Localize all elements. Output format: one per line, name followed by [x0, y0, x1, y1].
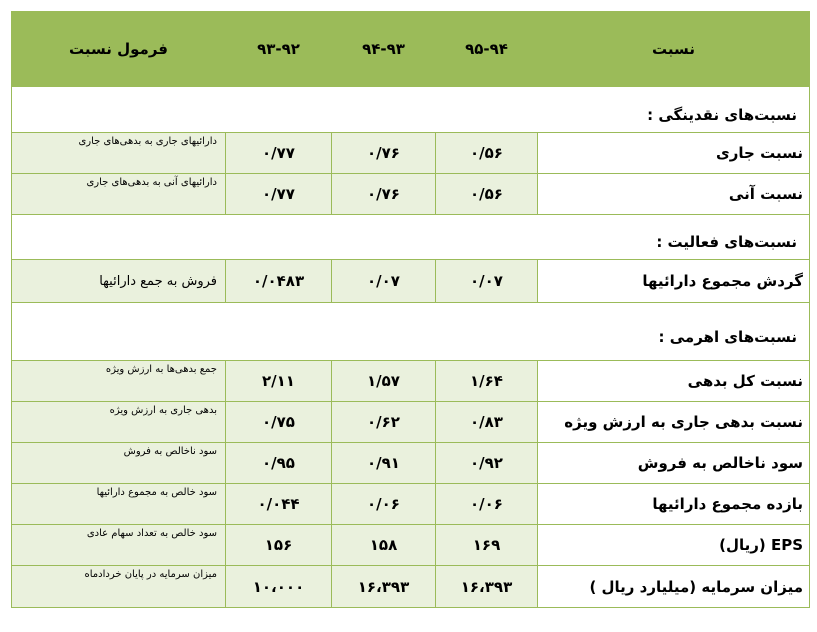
- table-row-total-debt: [12, 361, 810, 402]
- value-year-95-94: ۰/۸۳: [436, 402, 538, 443]
- ratio-formula: سود خالص به تعداد سهام عادی: [12, 525, 226, 566]
- value-year-93-92: ۱۵۶: [226, 525, 332, 566]
- value-year-94-93: ۰/۰۶: [332, 484, 436, 525]
- ratios-table-container: [11, 11, 809, 623]
- header-row: [12, 12, 810, 87]
- ratio-name: سود ناخالص به فروش: [538, 443, 810, 484]
- value-year-93-92: ۲/۱۱: [226, 361, 332, 402]
- value-year-93-92: ۰/۷۷: [226, 133, 332, 174]
- table-row-capital: [12, 566, 810, 608]
- ratio-formula: سود خالص به مجموع دارائیها: [12, 484, 226, 525]
- ratio-name: میزان سرمایه (میلیارد ریال ): [538, 566, 810, 608]
- value-year-93-92: ۰/۷۵: [226, 402, 332, 443]
- value-year-95-94: ۰/۵۶: [436, 133, 538, 174]
- header-year-93-92: ۹۳-۹۲: [226, 12, 332, 87]
- value-year-94-93: ۰/۰۷: [332, 260, 436, 303]
- value-year-95-94: ۰/۹۲: [436, 443, 538, 484]
- value-year-94-93: ۱/۵۷: [332, 361, 436, 402]
- table-row-quick-ratio: [12, 174, 810, 215]
- ratio-name: بازده مجموع دارائیها: [538, 484, 810, 525]
- value-year-95-94: ۰/۰۷: [436, 260, 538, 303]
- value-year-94-93: ۰/۶۲: [332, 402, 436, 443]
- ratio-formula: دارائیهای آنی به بدهی‌های جاری: [12, 174, 226, 215]
- section-title-leverage: نسبت‌های اهرمی :: [12, 303, 810, 361]
- ratio-name: نسبت بدهی جاری به ارزش ویژه: [538, 402, 810, 443]
- ratio-formula: سود ناخالص به فروش: [12, 443, 226, 484]
- ratio-formula: جمع بدهی‌ها به ارزش ویژه: [12, 361, 226, 402]
- value-year-94-93: ۰/۷۶: [332, 133, 436, 174]
- section-row-activity: [12, 215, 810, 260]
- header-ratio-name: نسبت: [538, 12, 810, 87]
- value-year-94-93: ۰/۹۱: [332, 443, 436, 484]
- ratio-name: نسبت آنی: [538, 174, 810, 215]
- value-year-93-92: ۰/۹۵: [226, 443, 332, 484]
- ratio-name: نسبت کل بدهی: [538, 361, 810, 402]
- table-row-current-ratio: [12, 133, 810, 174]
- value-year-93-92: ۰/۰۴۴: [226, 484, 332, 525]
- section-title-activity: نسبت‌های فعالیت :: [12, 215, 810, 260]
- table-row-asset-turnover: [12, 260, 810, 303]
- ratio-formula: بدهی جاری به ارزش ویژه: [12, 402, 226, 443]
- header-formula: فرمول نسبت: [12, 12, 226, 87]
- table-row-gross-margin: [12, 443, 810, 484]
- ratio-name: EPS (ریال): [538, 525, 810, 566]
- ratio-formula: فروش به جمع دارائیها: [12, 260, 226, 303]
- section-row-liquidity: [12, 87, 810, 133]
- value-year-94-93: ۰/۷۶: [332, 174, 436, 215]
- ratio-name: نسبت جاری: [538, 133, 810, 174]
- ratio-formula: دارائیهای جاری به بدهی‌های جاری: [12, 133, 226, 174]
- ratio-formula: میزان سرمایه در پایان خردادماه: [12, 566, 226, 608]
- value-year-95-94: ۱/۶۴: [436, 361, 538, 402]
- value-year-93-92: ۰/۷۷: [226, 174, 332, 215]
- value-year-95-94: ۱۶۹: [436, 525, 538, 566]
- value-year-95-94: ۰/۰۶: [436, 484, 538, 525]
- financial-ratios-table: [11, 11, 810, 608]
- header-year-94-93: ۹۴-۹۳: [332, 12, 436, 87]
- value-year-94-93: ۱۵۸: [332, 525, 436, 566]
- table-row-current-debt-to-equity: [12, 402, 810, 443]
- value-year-93-92: ۱۰،۰۰۰: [226, 566, 332, 608]
- table-row-eps: [12, 525, 810, 566]
- ratio-name: گردش مجموع دارائیها: [538, 260, 810, 303]
- section-title-liquidity: نسبت‌های نقدینگی :: [12, 87, 810, 133]
- value-year-94-93: ۱۶،۳۹۳: [332, 566, 436, 608]
- value-year-95-94: ۱۶،۳۹۳: [436, 566, 538, 608]
- header-year-95-94: ۹۵-۹۴: [436, 12, 538, 87]
- section-row-leverage: [12, 303, 810, 361]
- table-row-return-on-assets: [12, 484, 810, 525]
- value-year-93-92: ۰/۰۴۸۳: [226, 260, 332, 303]
- value-year-95-94: ۰/۵۶: [436, 174, 538, 215]
